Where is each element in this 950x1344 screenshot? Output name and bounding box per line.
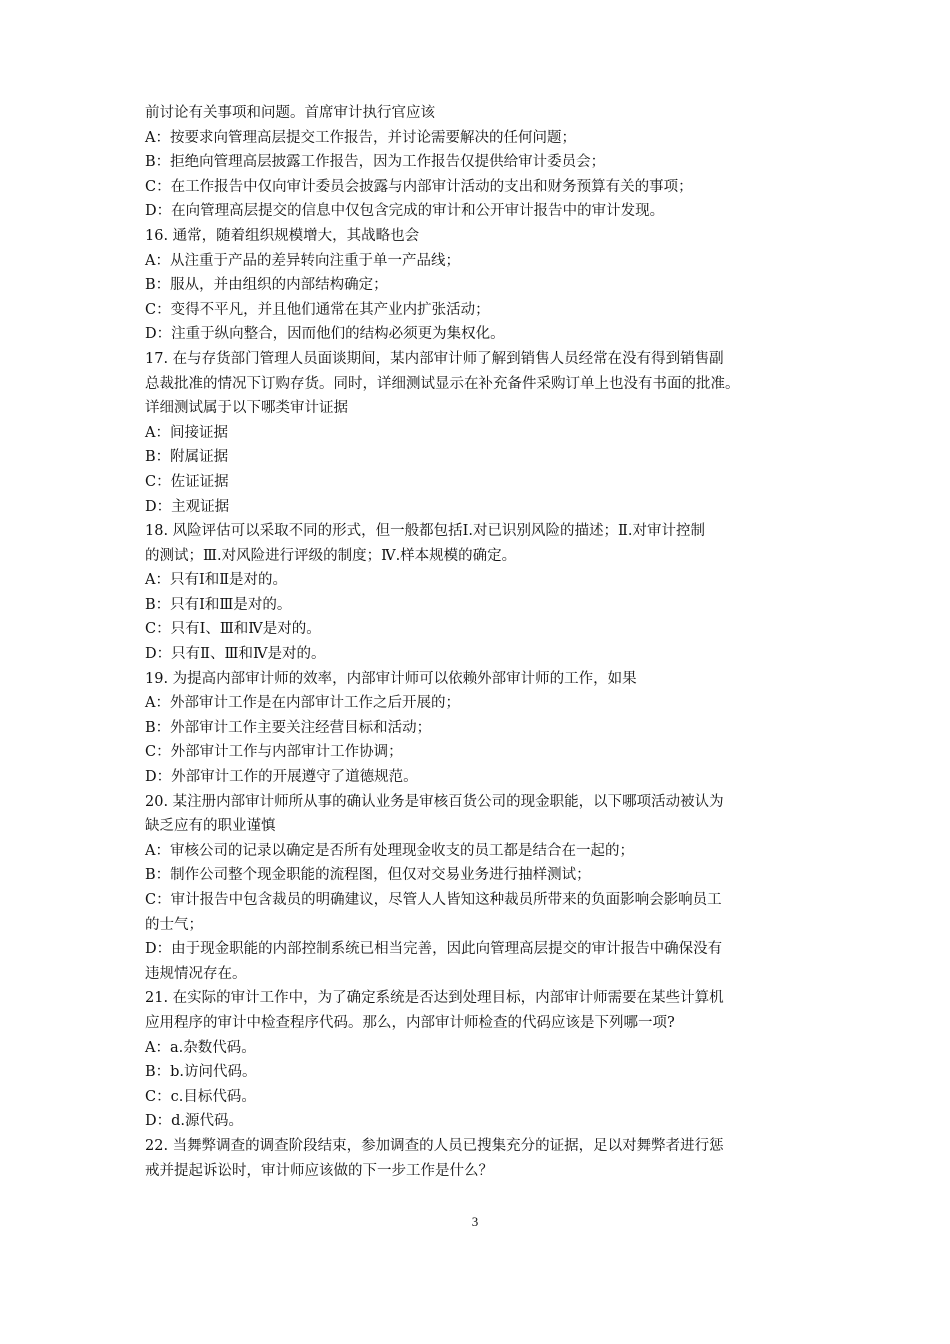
text-line: 总裁批准的情况下订购存货。同时，详细测试显示在补充备件采购订单上也没有书面的批准。 bbox=[145, 375, 740, 392]
text-line: 缺乏应有的职业谨慎 bbox=[145, 818, 276, 835]
page-number: 3 bbox=[471, 1214, 479, 1229]
text-line: A：外部审计工作是在内部审计工作之后开展的； bbox=[145, 695, 460, 712]
text-line: A：按要求向管理高层提交工作报告，并讨论需要解决的任何问题； bbox=[145, 129, 576, 146]
text-line: 19. 为提高内部审计师的效率，内部审计师可以依赖外部审计师的工作，如果 bbox=[145, 670, 637, 687]
text-line: A：只有Ⅰ和Ⅱ是对的。 bbox=[145, 572, 288, 589]
text-line: 详细测试属于以下哪类审计证据 bbox=[145, 400, 348, 417]
text-line: B：只有Ⅰ和Ⅲ是对的。 bbox=[145, 596, 292, 613]
text-line: 戒并提起诉讼时，审计师应该做的下一步工作是什么？ bbox=[145, 1162, 493, 1179]
text-line: 20. 某注册内部审计师所从事的确认业务是审核百货公司的现金职能，以下哪项活动被认为 bbox=[145, 793, 724, 810]
text-line: C：变得不平凡，并且他们通常在其产业内扩张活动； bbox=[145, 301, 490, 318]
text-line: D：外部审计工作的开展遵守了道德规范。 bbox=[145, 769, 418, 786]
text-line: D：只有Ⅱ、Ⅲ和Ⅳ是对的。 bbox=[145, 646, 326, 663]
text-line: D：d.源代码。 bbox=[145, 1113, 244, 1130]
text-line: D：注重于纵向整合，因而他们的结构必须更为集权化。 bbox=[145, 326, 505, 343]
text-line: 22. 当舞弊调查的调查阶段结束，参加调查的人员已搜集充分的证据，足以对舞弊者进行惩 bbox=[145, 1137, 724, 1154]
text-line: C：审计报告中包含裁员的明确建议，尽管人人皆知这种裁员所带来的负面影响会影响员工 bbox=[145, 892, 722, 908]
text-line: B：服从，并由组织的内部结构确定； bbox=[145, 277, 388, 294]
text-line: 17. 在与存货部门管理人员面谈期间，某内部审计师了解到销售人员经常在没有得到销售副 bbox=[145, 350, 724, 367]
text-line: 应用程序的审计中检查程序代码。那么，内部审计师检查的代码应该是下列哪一项? bbox=[145, 1014, 675, 1031]
text-line: A：从注重于产品的差异转向注重于单一产品线； bbox=[145, 252, 460, 269]
text-line: 的测试；Ⅲ.对风险进行评级的制度；Ⅳ.样本规模的确定。 bbox=[145, 547, 517, 564]
text-line: C：c.目标代码。 bbox=[145, 1088, 256, 1105]
text-line: 18. 风险评估可以采取不同的形式，但一般都包括Ⅰ.对已识别风险的描述；Ⅱ.对审计控制 bbox=[145, 523, 705, 540]
text-line: D：主观证据 bbox=[145, 498, 230, 515]
text-line: D：在向管理高层提交的信息中仅包含完成的审计和公开审计报告中的审计发现。 bbox=[145, 203, 665, 220]
text-line: D：由于现金职能的内部控制系统已相当完善，因此向管理高层提交的审计报告中确保没有 bbox=[145, 941, 723, 958]
text-line: A：审核公司的记录以确定是否所有处理现金收支的员工都是结合在一起的； bbox=[145, 842, 634, 859]
text-line: C：佐证证据 bbox=[145, 473, 229, 490]
text-line: 违规情况存在。 bbox=[145, 965, 247, 982]
text-line: C：只有Ⅰ、Ⅲ和Ⅳ是对的。 bbox=[145, 621, 321, 638]
text-line: C：在工作报告中仅向审计委员会披露与内部审计活动的支出和财务预算有关的事项； bbox=[145, 178, 693, 195]
text-line: B：b.访问代码。 bbox=[145, 1064, 257, 1081]
text-line: B：外部审计工作主要关注经营目标和活动； bbox=[145, 719, 432, 736]
text-line: A：间接证据 bbox=[145, 424, 228, 441]
text-line: 的士气； bbox=[145, 916, 203, 933]
text-line: B：制作公司整个现金职能的流程图，但仅对交易业务进行抽样测试； bbox=[145, 867, 591, 884]
text-line: B：拒绝向管理高层披露工作报告，因为工作报告仅提供给审计委员会； bbox=[145, 154, 606, 171]
text-line: A：a.杂数代码。 bbox=[145, 1039, 256, 1056]
text-line: 21. 在实际的审计工作中，为了确定系统是否达到处理目标，内部审计师需要在某些计算机 bbox=[145, 990, 724, 1007]
text-line: 前讨论有关事项和问题。首席审计执行官应该 bbox=[145, 105, 435, 121]
text-line: B：附属证据 bbox=[145, 449, 229, 466]
text-line: C：外部审计工作与内部审计工作协调； bbox=[145, 744, 403, 761]
text-line: 16. 通常，随着组织规模增大，其战略也会 bbox=[145, 227, 420, 244]
page-body bbox=[145, 101, 817, 1183]
